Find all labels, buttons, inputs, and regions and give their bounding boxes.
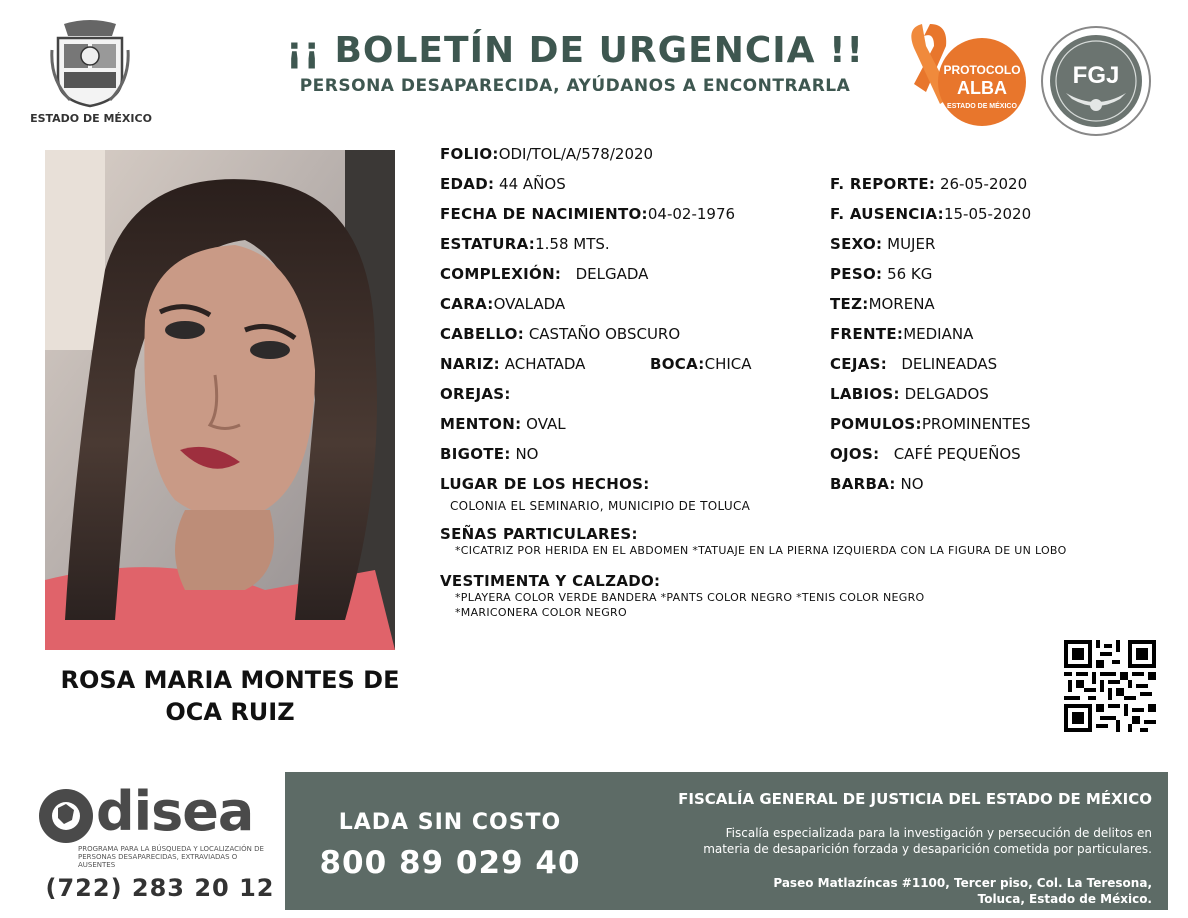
nacimiento-field (440, 205, 735, 223)
orejas-label: OREJAS: (440, 385, 511, 403)
boca-field (650, 355, 752, 373)
senas-label: SEÑAS PARTICULARES: (440, 525, 638, 543)
labios-field (830, 385, 989, 403)
orejas-field (440, 385, 511, 403)
barba-label: BARBA: (830, 475, 896, 493)
sexo-label: SEXO: (830, 235, 883, 253)
cara-field (440, 295, 565, 313)
fgj-title: FISCALÍA GENERAL DE JUSTICIA DEL ESTADO DE MÉXICO (678, 790, 1152, 808)
alba-line2: ALBA (957, 78, 1007, 98)
edad-value: 44 AÑOS (499, 175, 566, 193)
cejas-label: CEJAS: (830, 355, 888, 373)
peso-value: 56 KG (887, 265, 933, 283)
peso-field (830, 265, 932, 283)
ojos-value: CAFÉ PEQUEÑOS (893, 445, 1021, 463)
lada-label: LADA SIN COSTO (338, 810, 562, 835)
barba-field (830, 475, 924, 493)
frente-label: FRENTE: (830, 325, 904, 343)
nacimiento-label: FECHA DE NACIMIENTO: (440, 205, 648, 223)
odisea-logo-icon (36, 786, 96, 848)
nariz-field (440, 355, 585, 373)
pomulos-label: POMULOS: (830, 415, 922, 433)
nariz-label: NARIZ: (440, 355, 500, 373)
sexo-field (830, 235, 935, 253)
person-name (40, 664, 420, 728)
qr-code-icon[interactable] (1064, 640, 1156, 732)
cejas-value: DELINEADAS (901, 355, 998, 373)
fgj-description (600, 825, 1152, 857)
fausencia-value: 15-05-2020 (943, 205, 1032, 223)
fgj-desc-line1: Fiscalía especializada para la investigación y persecución de delitos en (725, 826, 1152, 840)
complexion-label: COMPLEXIÓN: (440, 265, 562, 283)
tez-field (830, 295, 935, 313)
bigote-field (440, 445, 538, 463)
tez-label: TEZ: (830, 295, 869, 313)
odisea-description: PROGRAMA PARA LA BÚSQUEDA Y LOCALIZACIÓN DE PERSONAS DESAPARECIDAS, EXTRAVIADAS O AUSENTES (78, 845, 264, 869)
pomulos-field (830, 415, 1031, 433)
labios-label: LABIOS: (830, 385, 900, 403)
phone-number[interactable]: (722) 283 20 12 (45, 874, 275, 902)
state-label: ESTADO DE MÉXICO (30, 112, 152, 125)
vestimenta-label: VESTIMENTA Y CALZADO: (440, 572, 661, 590)
nacimiento-value: 04-02-1976 (647, 205, 736, 223)
cabello-label: CABELLO: (440, 325, 525, 343)
fausencia-label: F. AUSENCIA: (830, 205, 944, 223)
senas-field (440, 525, 638, 543)
bigote-label: BIGOTE: (440, 445, 511, 463)
menton-label: MENTON: (440, 415, 522, 433)
sexo-value: MUJER (887, 235, 936, 253)
labios-value: DELGADOS (904, 385, 989, 403)
pomulos-value: PROMINENTES (921, 415, 1031, 433)
fgj-badge-text: FGJ (1072, 62, 1120, 89)
senas-value: *CICATRIZ POR HERIDA EN EL ABDOMEN *TATUAJE EN LA PIERNA IZQUIERDA CON LA FIGURA DE UN LOBO (455, 544, 1067, 557)
freporte-label: F. REPORTE: (830, 175, 936, 193)
cejas-field (830, 355, 997, 373)
estatura-value: 1.58 MTS. (535, 235, 610, 253)
fgj-desc-line2: materia de desaparición forzada y desaparición cometida por particulares. (703, 842, 1152, 856)
freporte-value: 26-05-2020 (939, 175, 1028, 193)
lugar-value: COLONIA EL SEMINARIO, MUNICIPIO DE TOLUCA (450, 499, 751, 513)
ojos-field (830, 445, 1021, 463)
peso-label: PESO: (830, 265, 883, 283)
person-name-line2: OCA RUIZ (165, 698, 295, 726)
state-coat-of-arms-icon (50, 20, 130, 108)
nariz-value: ACHATADA (504, 355, 586, 373)
vestimenta-line2: *MARICONERA COLOR NEGRO (455, 606, 627, 619)
person-photo (45, 150, 395, 650)
freporte-field (830, 175, 1027, 193)
complexion-value: DELGADA (575, 265, 649, 283)
barba-value: NO (900, 475, 924, 493)
lugar-label: LUGAR DE LOS HECHOS: (440, 475, 650, 493)
estatura-label: ESTATURA: (440, 235, 536, 253)
protocolo-alba-logo (900, 22, 1030, 132)
complexion-field (440, 265, 648, 283)
vestimenta-field (440, 572, 660, 590)
fgj-badge-icon (1040, 25, 1152, 137)
person-name-line1: ROSA MARIA MONTES DE (60, 666, 400, 694)
frente-value: MEDIANA (903, 325, 974, 343)
bigote-value: NO (515, 445, 539, 463)
alba-line3: ESTADO DE MÉXICO (947, 103, 1017, 110)
boca-value: CHICA (704, 355, 752, 373)
fgj-addr-line2: Toluca, Estado de México. (977, 892, 1152, 906)
edad-field (440, 175, 566, 193)
estatura-field (440, 235, 610, 253)
cara-label: CARA: (440, 295, 494, 313)
page-title: ¡¡ BOLETÍN DE URGENCIA !! (286, 30, 864, 71)
folio-field (440, 145, 653, 163)
vestimenta-line1: *PLAYERA COLOR VERDE BANDERA *PANTS COLOR NEGRO *TENIS COLOR NEGRO (455, 591, 925, 604)
frente-field (830, 325, 973, 343)
lugar-field (440, 475, 650, 493)
cabello-field (440, 325, 680, 343)
fgj-addr-line1: Paseo Matlazíncas #1100, Tercer piso, Col. La Teresona, (773, 876, 1152, 890)
cara-value: OVALADA (493, 295, 566, 313)
menton-value: OVAL (526, 415, 566, 433)
alba-line1: PROTOCOLO (943, 63, 1021, 77)
edad-label: EDAD: (440, 175, 495, 193)
folio-value: ODI/TOL/A/578/2020 (498, 145, 654, 163)
tez-value: MORENA (868, 295, 935, 313)
fausencia-field (830, 205, 1031, 223)
fgj-address (600, 875, 1152, 907)
cabello-value: CASTAÑO OBSCURO (528, 325, 681, 343)
menton-field (440, 415, 566, 433)
folio-label: FOLIO: (440, 145, 499, 163)
boca-label: BOCA: (650, 355, 705, 373)
lada-number[interactable]: 800 89 029 40 (319, 845, 581, 881)
ojos-label: OJOS: (830, 445, 880, 463)
page-subtitle: PERSONA DESAPARECIDA, AYÚDANOS A ENCONTRARLA (299, 76, 851, 96)
odisea-wordmark: disea (96, 780, 254, 843)
